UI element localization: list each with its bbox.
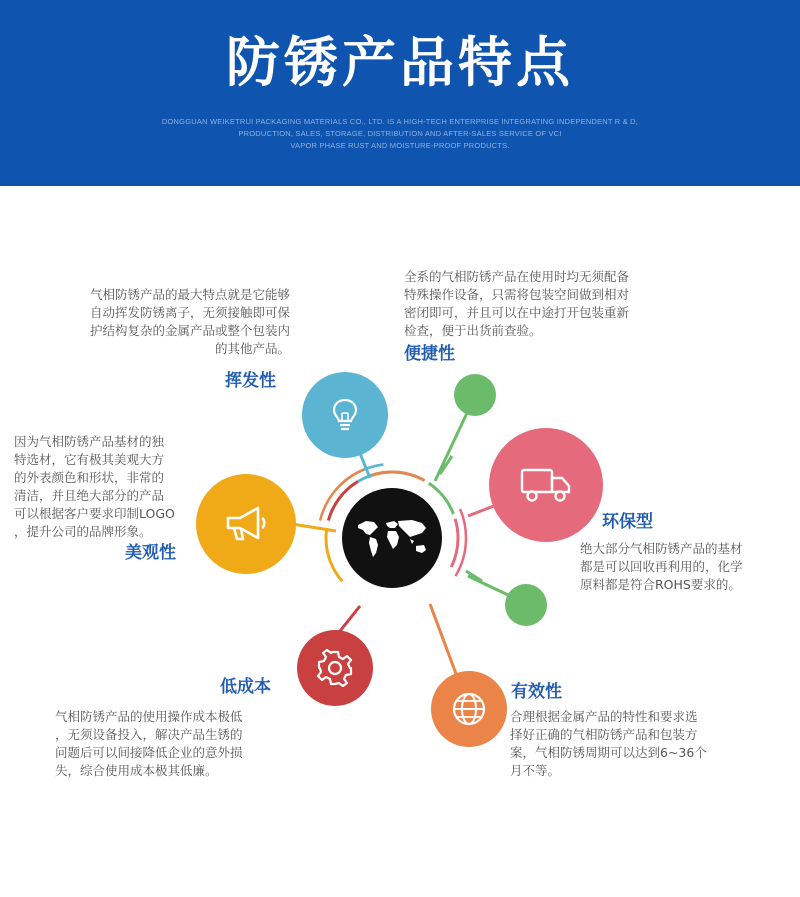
desc-line: ，提升公司的品牌形象。 <box>14 524 152 539</box>
world-map-icon <box>352 515 432 561</box>
effectiveness-title: 有效性 <box>511 682 562 702</box>
low-cost-circle <box>297 630 373 706</box>
appearance-circle <box>196 474 296 574</box>
desc-line: 问题后可以间接降低企业的意外损 <box>55 745 243 760</box>
desc-line: 检查，便于出货前查验。 <box>404 323 542 338</box>
globe-icon <box>451 691 487 727</box>
appearance-title: 美观性 <box>125 543 176 563</box>
desc-line: 特殊操作设备，只需将包装空间做到相对 <box>404 287 630 302</box>
desc-line: 护结构复杂的金属产品或整个包装内 <box>89 323 290 338</box>
appearance-description <box>14 433 192 541</box>
desc-line: 的外表颜色和形状，非常的 <box>14 470 165 485</box>
desc-line: 绝大部分气相防锈产品的基材 <box>580 541 743 556</box>
lightbulb-icon <box>330 397 360 433</box>
desc-line: 的其他产品。 <box>214 341 290 356</box>
low-cost-description <box>55 708 285 780</box>
eco-circle <box>489 428 603 542</box>
subtitle-line: PRODUCTION, SALES, STORAGE, DISTRIBUTION AND AFTER-SALES SERVICE OF VCI <box>238 129 562 138</box>
desc-line: 失，综合使用成本极其低廉。 <box>55 763 218 778</box>
gear-icon <box>316 649 354 687</box>
volatility-circle <box>302 372 388 458</box>
desc-line: 案，气相防锈周期可以达到6~36个 <box>510 745 707 760</box>
convenience-title: 便捷性 <box>404 344 455 364</box>
megaphone-icon <box>222 504 270 544</box>
desc-line: 因为气相防锈产品基材的独 <box>14 434 165 449</box>
desc-line: 气相防锈产品的使用操作成本极低 <box>55 709 243 724</box>
green-dot <box>505 584 547 626</box>
volatility-title: 挥发性 <box>225 371 276 391</box>
desc-line: 特选材，它有极其美观大方 <box>14 452 165 467</box>
convenience-dot <box>454 374 496 416</box>
desc-line: 全系的气相防锈产品在使用时均无须配备 <box>404 269 630 284</box>
subtitle-line: DONGGUAN WEIKETRUI PACKAGING MATERIALS CO., LTD. IS A HIGH-TECH ENTERPRISE INTEGRATING INDEPENDENT R & D, <box>161 117 639 126</box>
subtitle-line: VAPOR PHASE RUST AND MOISTURE-PROOF PRODUCTS. <box>290 141 510 150</box>
convenience-description <box>404 268 684 340</box>
desc-line: 合理根据金属产品的特性和要求选 <box>510 709 698 724</box>
eco-title: 环保型 <box>602 512 653 532</box>
desc-line: 自动挥发防锈离子，无须接触即可保 <box>89 305 290 320</box>
desc-line: 清洁，并且绝大部分的产品 <box>14 488 165 503</box>
feature-diagram <box>0 186 800 897</box>
desc-line: 密闭即可，并且可以在中途打开包装重新 <box>404 305 630 320</box>
effectiveness-description <box>510 708 750 780</box>
desc-line: 可以根据客户要求印制LOGO <box>14 506 175 521</box>
desc-line: ，无须设备投入，解决产品生锈的 <box>55 727 243 742</box>
desc-line: 原料都是符合ROHS要求的。 <box>580 577 741 592</box>
volatility-description <box>50 286 290 358</box>
desc-line: 月不等。 <box>510 763 561 778</box>
effectiveness-circle <box>431 671 507 747</box>
desc-line: 都是可以回收再利用的，化学 <box>580 559 743 574</box>
desc-line: 气相防锈产品的最大特点就是它能够 <box>89 287 290 302</box>
truck-icon <box>519 466 573 504</box>
desc-line: 择好正确的气相防锈产品和包装方 <box>510 727 698 742</box>
company-subtitle <box>150 116 650 152</box>
eco-description <box>580 540 795 594</box>
page-title: 防锈产品特点 <box>226 31 574 94</box>
center-world-circle <box>342 488 442 588</box>
header-banner <box>0 0 800 186</box>
low-cost-title: 低成本 <box>220 677 271 697</box>
